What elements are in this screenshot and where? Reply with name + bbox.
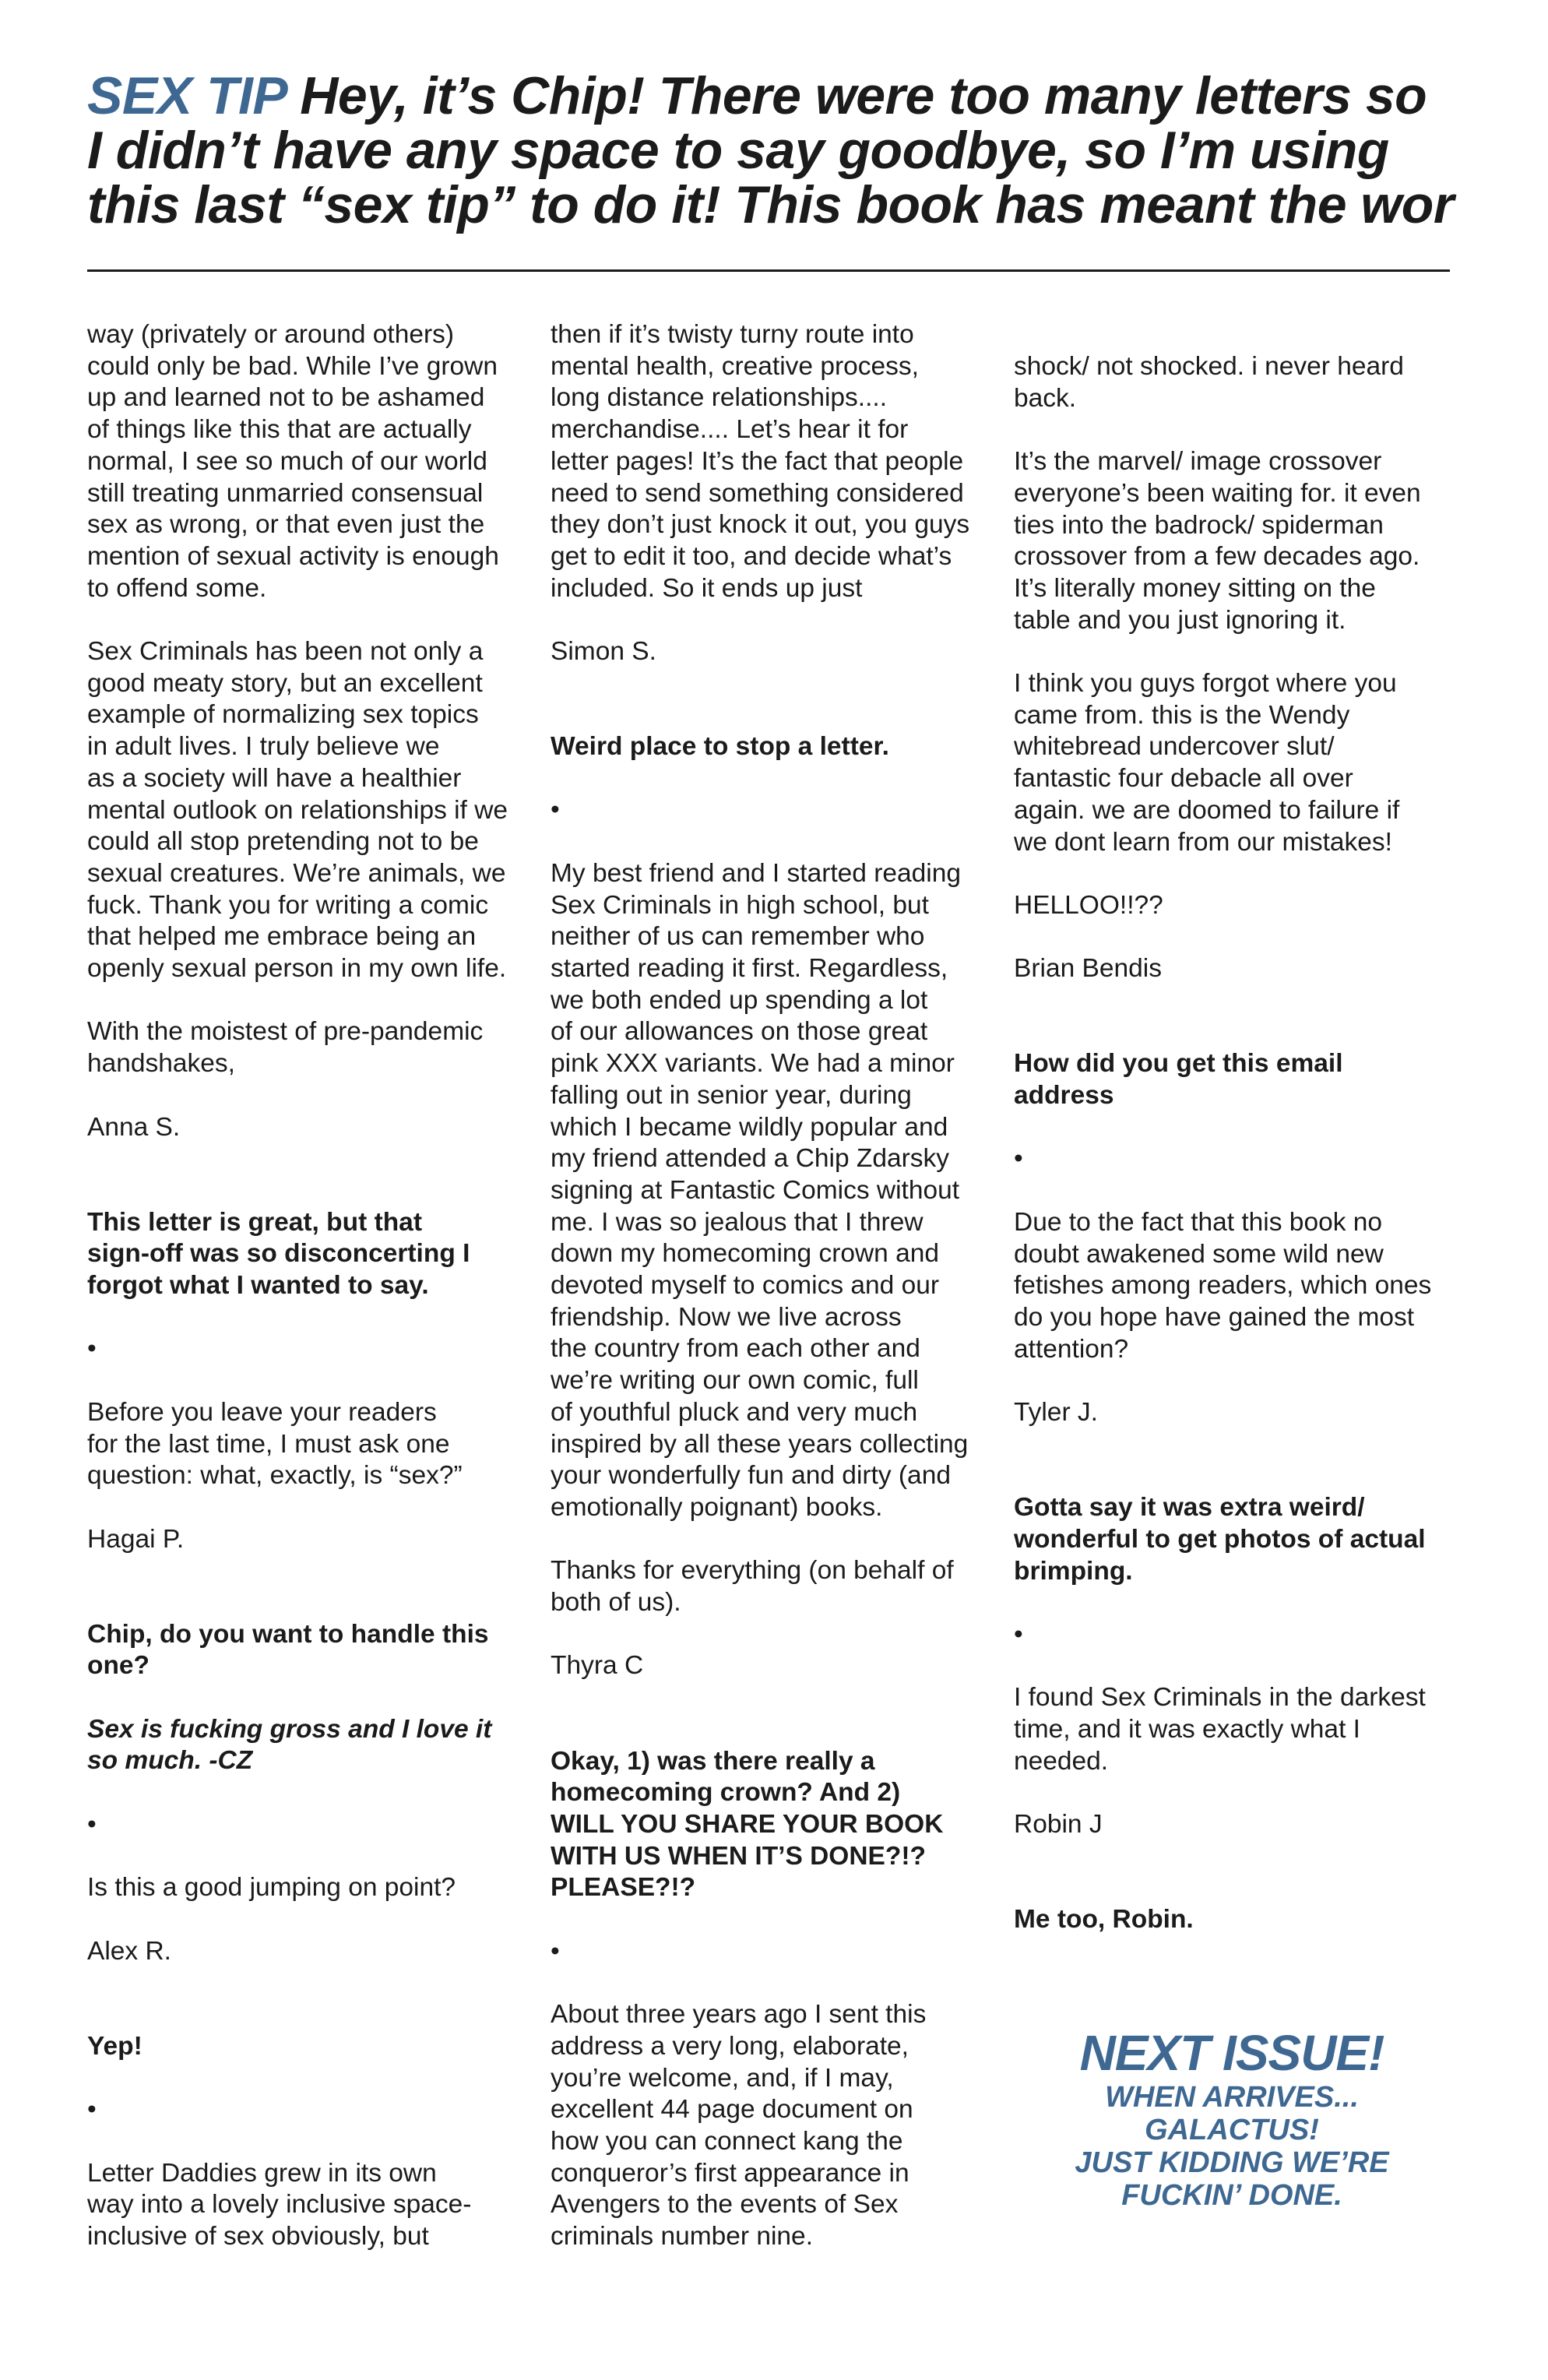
text-line: for the last time, I must ask one (87, 1429, 450, 1459)
text-line: your wonderfully fun and dirty (and (551, 1461, 951, 1491)
letter-signature (1014, 1809, 1465, 1841)
text-line: brimping. (1014, 1556, 1133, 1586)
editor-reply (551, 1746, 1002, 1905)
text-line: letter pages! It’s the fact that people (551, 446, 964, 476)
text-line: up and learned not to be ashamed (87, 383, 485, 413)
text-line: This letter is great, but that (87, 1207, 422, 1237)
text-line: signing at Fantastic Comics without (551, 1175, 960, 1205)
text-line: emotionally poignant) books. (551, 1492, 883, 1522)
text-line: that helped me embrace being an (87, 922, 477, 952)
text-line: then if it’s twisty turny route into (551, 320, 914, 349)
text-line: Gotta say it was extra weird/ (1014, 1493, 1365, 1523)
text-line: • (551, 1936, 560, 1966)
text-line: we’re writing our own comic, full (551, 1366, 919, 1396)
paragraph (1014, 446, 1465, 636)
text-line: handshakes, (87, 1049, 235, 1079)
header-line-2: I didn’t have any space to say goodbye, so I’m using (87, 121, 1389, 180)
text-line: address a very long, elaborate, (551, 2031, 909, 2061)
text-line: everyone’s been waiting for. it even (1014, 478, 1421, 508)
text-line: neither of us can remember who (551, 922, 925, 952)
text-line: Simon S. (551, 637, 656, 667)
text-line: falling out in senior year, during (551, 1080, 912, 1110)
paragraph (1014, 1682, 1465, 1777)
next-issue-line: FUCKIN’ DONE. (1121, 2179, 1342, 2212)
spacer (1014, 1017, 1465, 1049)
editor-reply (87, 1619, 539, 1682)
text-line: in adult lives. I truly believe we (87, 732, 440, 762)
text-line: Letter Daddies grew in its own (87, 2158, 437, 2188)
sex-tip-label: SEX TIP (87, 66, 288, 125)
text-line: mention of sexual activity is enough (87, 541, 499, 571)
text-line: whitebread undercover slut/ (1014, 732, 1335, 762)
text-line: mental outlook on relationships if we (87, 795, 508, 825)
text-line: inclusive of sex obviously, but (87, 2221, 429, 2251)
text-line: How did you get this email (1014, 1049, 1343, 1079)
spacer (1014, 1873, 1465, 1905)
paragraph (87, 319, 539, 604)
spacer (551, 1714, 1002, 1746)
text-line: It’s the marvel/ image crossover (1014, 447, 1382, 477)
header-line-3: this last “sex tip” to do it! This book has meant the wor (87, 175, 1454, 234)
editor-reply (1014, 1048, 1465, 1111)
text-line: wonderful to get photos of actual (1014, 1524, 1426, 1554)
editor-reply (1014, 1492, 1465, 1587)
text-line: criminals number nine. (551, 2222, 813, 2251)
next-issue-line: GALACTUS! (1145, 2114, 1319, 2146)
paragraph (1014, 668, 1465, 858)
text-line: Thyra C (551, 1651, 644, 1681)
text-line: Due to the fact that this book no (1014, 1207, 1383, 1237)
text-line: Anna S. (87, 1112, 181, 1142)
text-line: Weird place to stop a letter. (551, 732, 889, 762)
letters-column-3 (1014, 351, 1465, 1968)
text-line: friendship. Now we live across (551, 1302, 902, 1332)
text-line: sexual creatures. We’re animals, we (87, 858, 506, 888)
text-line: fetishes among readers, which ones (1014, 1271, 1432, 1301)
letter-signature (551, 636, 1002, 668)
paragraph (1014, 890, 1465, 922)
letter-signature (1014, 1397, 1465, 1429)
text-line: so much. -CZ (87, 1746, 253, 1776)
paragraph (1014, 351, 1465, 414)
text-line: • (551, 795, 560, 825)
paragraph (1014, 1207, 1465, 1366)
separator-bullet (1014, 1143, 1465, 1175)
spacer (1014, 1460, 1465, 1492)
text-line: attention? (1014, 1334, 1129, 1364)
text-line: • (1014, 1619, 1023, 1649)
text-line: Sex Criminals in high school, but (551, 890, 929, 920)
text-line: HELLOO!!?? (1014, 890, 1163, 920)
text-line: needed. (1014, 1746, 1109, 1776)
text-line: My best friend and I started reading (551, 858, 961, 888)
text-line: I think you guys forgot where you (1014, 669, 1397, 698)
text-line: time, and it was exactly what I (1014, 1715, 1360, 1745)
text-line: devoted myself to comics and our (551, 1271, 940, 1301)
text-line: address (1014, 1081, 1114, 1111)
text-line: Before you leave your readers (87, 1397, 437, 1427)
letters-column-1 (87, 319, 539, 2284)
header-text-1: Hey, it’s Chip! There were too many letters so (300, 66, 1427, 125)
text-line: • (1014, 1144, 1023, 1174)
text-line: homecoming crown? And 2) (551, 1778, 901, 1808)
text-line: Me too, Robin. (1014, 1905, 1194, 1935)
text-line: again. we are doomed to failure if (1014, 795, 1400, 825)
text-line: of things like this that are actually (87, 415, 472, 445)
text-line: doubt awakened some wild new (1014, 1239, 1384, 1269)
text-line: crossover from a few decades ago. (1014, 542, 1420, 572)
editor-reply (1014, 1904, 1465, 1936)
text-line: It’s literally money sitting on the (1014, 573, 1376, 603)
text-line: we both ended up spending a lot (551, 985, 928, 1015)
text-line: to offend some. (87, 573, 267, 603)
sex-tip-header (87, 66, 1473, 234)
text-line: fuck. Thank you for writing a comic (87, 890, 489, 920)
text-line: need to send something considered (551, 478, 964, 508)
letter-signature (87, 1112, 539, 1144)
next-issue-line: WHEN ARRIVES... (1105, 2081, 1359, 2114)
text-line: of our allowances on those great (551, 1017, 928, 1047)
text-line: we dont learn from our mistakes! (1014, 827, 1392, 857)
text-line: fantastic four debacle all over (1014, 764, 1353, 794)
separator-bullet (87, 1809, 539, 1841)
text-line: openly sexual person in my own life. (87, 954, 507, 984)
text-line: • (87, 1334, 97, 1364)
text-line: question: what, exactly, is “sex?” (87, 1461, 463, 1491)
text-line: could only be bad. While I’ve grown (87, 351, 498, 381)
editor-reply (87, 2031, 539, 2063)
editor-reply (87, 1207, 539, 1302)
separator-bullet (551, 1936, 1002, 1968)
text-line: Avengers to the events of Sex (551, 2190, 899, 2220)
text-line: the country from each other and (551, 1334, 920, 1364)
paragraph (551, 858, 1002, 1524)
spacer (87, 1999, 539, 2031)
chip-reply (87, 1714, 539, 1777)
paragraph (87, 1397, 539, 1492)
text-line: Chip, do you want to handle this (87, 1619, 489, 1649)
text-line: Brian Bendis (1014, 954, 1162, 984)
text-line: PLEASE?!? (551, 1873, 696, 1903)
text-line: back. (1014, 383, 1077, 413)
text-line: • (87, 2095, 97, 2125)
letter-signature (551, 1650, 1002, 1682)
text-line: me. I was so jealous that I threw (551, 1207, 924, 1237)
text-line: included. So it ends up just (551, 573, 863, 603)
text-line: WILL YOU SHARE YOUR BOOK (551, 1809, 944, 1839)
text-line: table and you just ignoring it. (1014, 605, 1346, 635)
text-line: excellent 44 page document on (551, 2095, 913, 2125)
editor-reply (551, 731, 1002, 763)
separator-bullet (1014, 1619, 1465, 1651)
text-line: Yep! (87, 2031, 142, 2061)
text-line: Sex is fucking gross and I love it (87, 1714, 492, 1744)
paragraph (551, 319, 1002, 604)
text-line: could all stop pretending not to be (87, 827, 479, 857)
text-line: one? (87, 1651, 150, 1681)
letter-signature (1014, 953, 1465, 985)
text-line: Hagai P. (87, 1524, 185, 1554)
text-line: Okay, 1) was there really a (551, 1746, 875, 1776)
paragraph (87, 636, 539, 985)
text-line: Alex R. (87, 1936, 171, 1966)
text-line: Thanks for everything (on behalf of (551, 1556, 954, 1586)
text-line: About three years ago I sent this (551, 2000, 927, 2030)
spacer (551, 699, 1002, 731)
text-line: example of normalizing sex topics (87, 700, 479, 730)
text-line: down my homecoming crown and (551, 1239, 940, 1269)
text-line: they don’t just knock it out, you guys (551, 510, 970, 540)
text-line: of youthful pluck and very much (551, 1397, 918, 1427)
text-line: my friend attended a Chip Zdarsky (551, 1144, 950, 1174)
spacer (87, 1587, 539, 1619)
text-line: you’re welcome, and, if I may, (551, 2063, 894, 2093)
separator-bullet (87, 1333, 539, 1365)
next-issue-title: NEXT ISSUE! (1079, 2025, 1384, 2081)
text-line: conqueror’s first appearance in (551, 2158, 909, 2188)
text-line: pink XXX variants. We had a minor (551, 1049, 955, 1079)
text-line: • (87, 1809, 97, 1839)
text-line: as a society will have a healthier (87, 763, 462, 793)
text-line: still treating unmarried consensual (87, 478, 484, 508)
next-issue-box (1014, 2025, 1450, 2212)
text-line: long distance relationships.... (551, 383, 888, 413)
spacer (87, 1175, 539, 1207)
text-line: forgot what I wanted to say. (87, 1271, 429, 1301)
letter-signature (87, 1524, 539, 1556)
text-line: merchandise.... Let’s hear it for (551, 415, 909, 445)
paragraph (551, 1999, 1002, 2253)
text-line: Sex Criminals has been not only a (87, 637, 484, 667)
text-line: do you hope have gained the most (1014, 1302, 1415, 1332)
text-line: With the moistest of pre-pandemic (87, 1017, 484, 1047)
text-line: Tyler J. (1014, 1398, 1098, 1428)
text-line: which I became wildly popular and (551, 1112, 948, 1142)
text-line: shock/ not shocked. i never heard (1014, 352, 1404, 381)
text-line: Robin J (1014, 1810, 1103, 1840)
text-line: mental health, creative process, (551, 351, 919, 381)
text-line: how you can connect kang the (551, 2126, 903, 2156)
text-line: normal, I see so much of our world (87, 446, 487, 476)
text-line: ties into the badrock/ spiderman (1014, 510, 1384, 540)
paragraph (87, 1872, 539, 1904)
header-line-1 (87, 66, 1473, 125)
letters-column-2 (551, 319, 1002, 2284)
text-line: inspired by all these years collecting (551, 1429, 969, 1459)
text-line: came from. this is the Wendy (1014, 700, 1350, 730)
text-line: WITH US WHEN IT’S DONE?!? (551, 1841, 926, 1871)
text-line: I found Sex Criminals in the darkest (1014, 1683, 1426, 1713)
text-line: sex as wrong, or that even just the (87, 510, 485, 540)
text-line: both of us). (551, 1588, 681, 1618)
separator-bullet (551, 794, 1002, 826)
text-line: started reading it first. Regardless, (551, 953, 948, 983)
text-line: get to edit it too, and decide what’s (551, 541, 952, 571)
letter-signature (87, 1936, 539, 1968)
text-line: way (privately or around others) (87, 320, 455, 349)
text-line: way into a lovely inclusive space- (87, 2190, 472, 2220)
paragraph (87, 1016, 539, 1079)
paragraph (87, 2158, 539, 2253)
paragraph (551, 1555, 1002, 1618)
header-divider (87, 269, 1450, 272)
next-issue-line: JUST KIDDING WE’RE (1075, 2146, 1389, 2179)
text-line: good meaty story, but an excellent (87, 668, 483, 698)
text-line: sign-off was so disconcerting I (87, 1239, 470, 1269)
separator-bullet (87, 2094, 539, 2126)
text-line: Is this a good jumping on point? (87, 1873, 456, 1903)
